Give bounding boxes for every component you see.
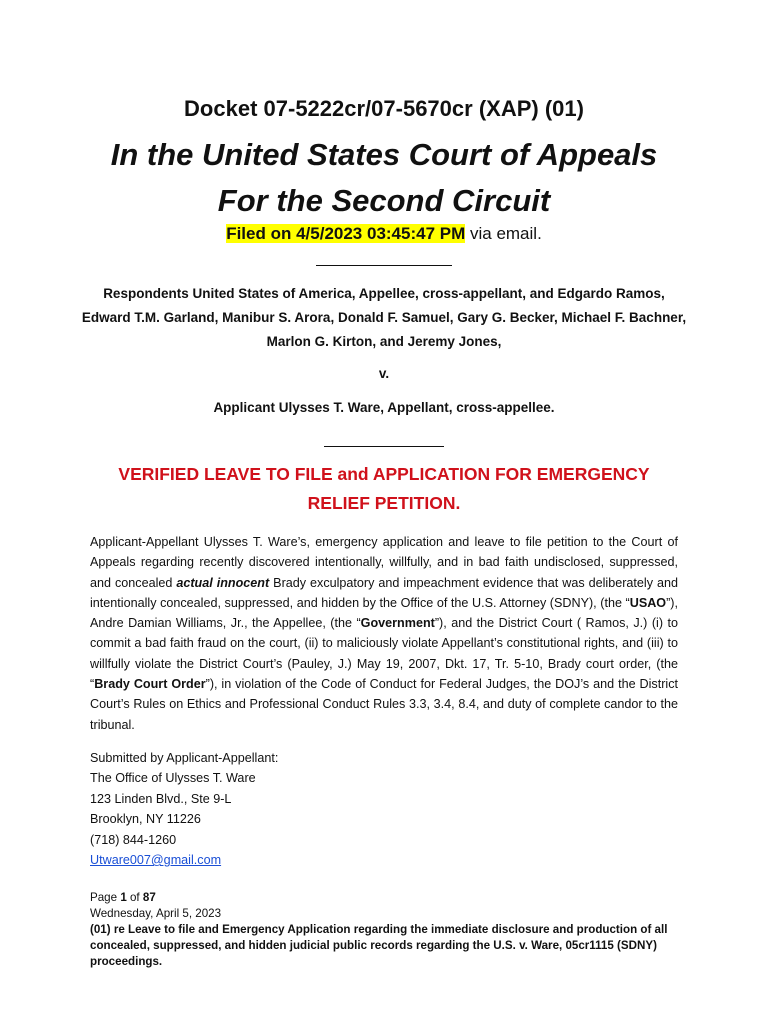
body-text-2: Brady exculpatory and impeachment evidence that was deliberately and intentionally concealed, suppressed, and hidden by the Office of the U.S. Attorney (SDNY), (the “ xyxy=(90,575,678,610)
docket-number: Docket 07-5222cr/07-5670cr (XAP) (01) xyxy=(184,96,584,121)
body-text-4: ”), and the District Court ( Ramos, J.) (i) to commit a bad faith fraud on the court, (ii) to maliciously violate Appellant’s constitutional rights, and (iii) to willfully violate the District Court’s (Pauley, J.) May 19, 2007, Dkt. 17, Tr. 5-10, Brady court order, (the “ xyxy=(90,616,678,692)
submitter-street: 123 Linden Blvd., Ste 9-L xyxy=(90,791,232,806)
applicant-caption: Applicant Ulysses T. Ware, Appellant, cross-appellee. xyxy=(213,400,555,415)
submitter-office: The Office of Ulysses T. Ware xyxy=(90,771,256,786)
page-number: Page 1 of 87 xyxy=(90,891,156,904)
body-text-1: Applicant-Appellant Ulysses T. Ware’s, emergency application and leave to file petition to the Court of Appeals regarding recently discovered intentionally, willfully, and in bad faith undisclosed, suppressed, and concealed xyxy=(90,535,678,590)
versus-label: v. xyxy=(378,366,390,381)
body-term-usao: USAO xyxy=(629,595,667,610)
body-text-3: ”), Andre Damian Williams, Jr., the Appellee, (the “ xyxy=(90,595,678,631)
submitted-by-block xyxy=(90,748,678,870)
page-footer xyxy=(90,890,678,970)
filed-line xyxy=(0,224,768,244)
court-name xyxy=(0,132,768,224)
respondents-caption: Respondents United States of America, Appellee, cross-appellant, and Edgardo Ramos, Edward T.M. Garland, Manibur S. Arora, Donald F. Samuel, Gary G. Becker, Michael F. Bachner, Marlon G. Kirton, and Jeremy Jones, xyxy=(81,286,687,349)
document-title: VERIFIED LEAVE TO FILE and APPLICATION FOR EMERGENCY RELIEF PETITION. xyxy=(118,464,650,513)
body-term-brady-order: Brady Court Order xyxy=(94,677,206,692)
body-emphasis-actual-innocent: actual innocent xyxy=(176,575,270,590)
footer-date: Wednesday, April 5, 2023 xyxy=(90,907,222,920)
submitter-phone: (718) 844-1260 xyxy=(90,832,177,847)
court-name-line-2: For the Second Circuit xyxy=(217,183,551,218)
footer-description: (01) re Leave to file and Emergency Application regarding the immediate disclosure and production of all concealed, suppressed, and hidden judicial public records regarding the U.S. v. Ware, 05cr1115 (SDNY) proceedings. xyxy=(90,923,668,968)
submitter-city: Brooklyn, NY 11226 xyxy=(90,812,201,827)
body-text-5: ”), in violation of the Code of Conduct for Federal Judges, the DOJ’s and the District Court’s Rules on Ethics and Professional Conduct Rules 3.3, 3.4, 8.4, and duty of complete candor to the tribunal. xyxy=(90,677,678,732)
body-paragraph xyxy=(90,532,678,735)
filed-method: via email. xyxy=(465,224,542,243)
submitter-email-link[interactable]: Utware007@gmail.com xyxy=(90,853,222,868)
court-name-line-1: In the United States Court of Appeals xyxy=(110,137,658,172)
divider-top xyxy=(316,265,452,266)
submitted-label: Submitted by Applicant-Appellant: xyxy=(90,751,279,765)
body-term-government: Government xyxy=(360,616,435,631)
filed-timestamp-highlight: Filed on 4/5/2023 03:45:47 PM xyxy=(226,224,466,243)
divider-bottom xyxy=(324,446,444,447)
